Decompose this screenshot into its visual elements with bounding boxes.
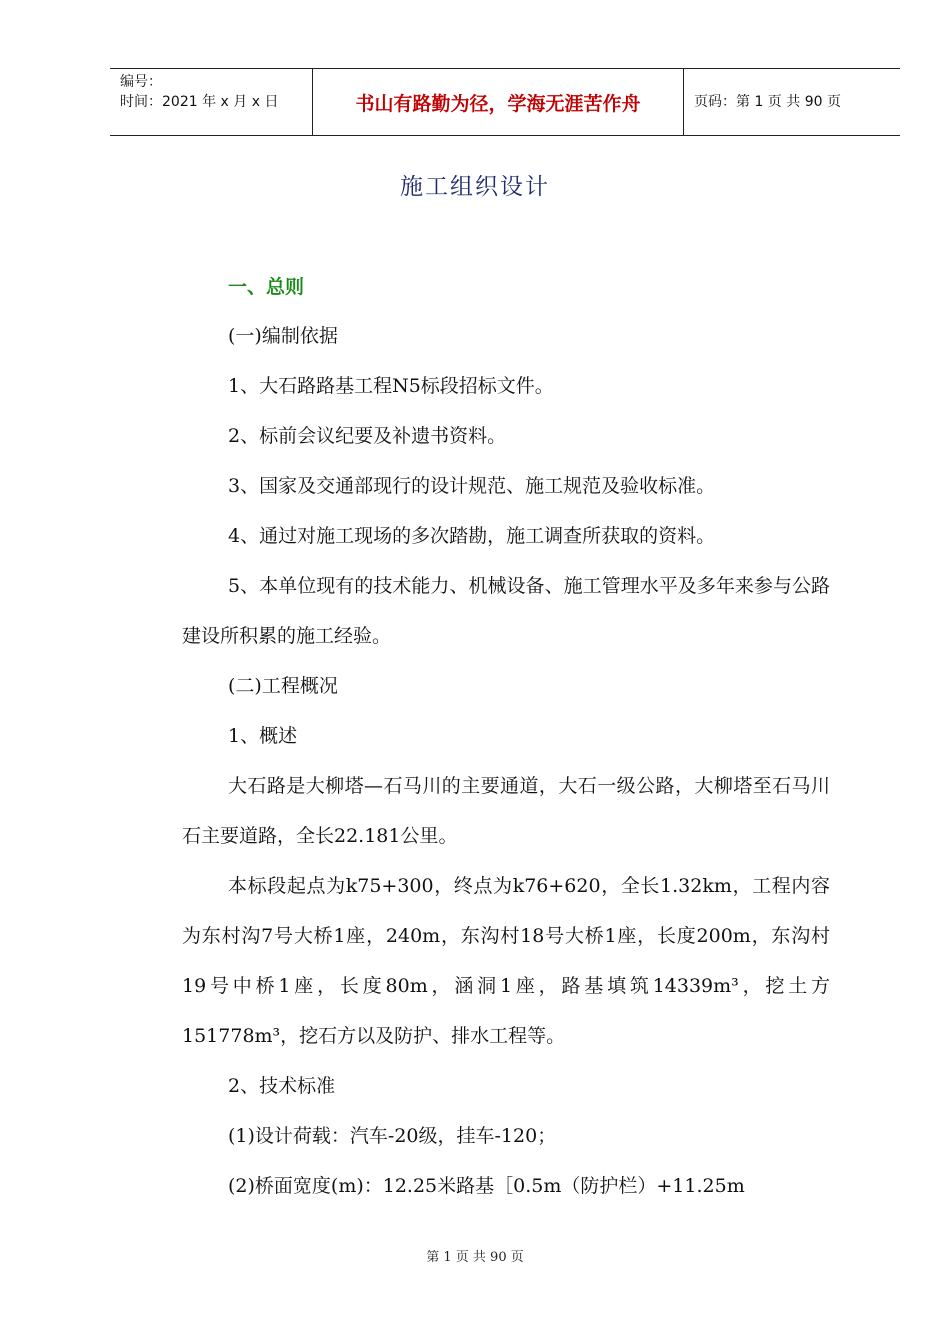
paragraph: 1、大石路路基工程N5标段招标文件。 <box>228 375 554 397</box>
document-time-label: 时间：2021 年 x 月 x 日 <box>120 94 279 110</box>
document-number-label: 编号： <box>120 74 162 90</box>
paragraph: 3、国家及交通部现行的设计规范、施工规范及验收标准。 <box>228 475 716 497</box>
paragraph: 本标段起点为k75+300，终点为k76+620，全长1.32km，工程内容为东村沟7号大桥1座，240m，东沟村18号大桥1座，长度200m，东沟村19号中桥1座，长度80m，涵洞1座，路基填筑14339m³，挖土方151778m³，挖石方以及防护、排水工程等。 <box>182 875 830 1047</box>
header-middle-cell <box>312 69 684 135</box>
paragraph: (二)工程概况 <box>228 675 338 697</box>
paragraph: 2、技术标准 <box>228 1075 336 1097</box>
paragraph: 5、本单位现有的技术能力、机械设备、施工管理水平及多年来参与公路建设所积累的施工经验。 <box>182 575 830 647</box>
section-heading: 一、总则 <box>228 276 305 298</box>
document-title: 施工组织设计 <box>400 174 550 200</box>
paragraph: 2、标前会议纪要及补遗书资料。 <box>228 425 507 447</box>
paragraph: (一)编制依据 <box>228 325 338 347</box>
header-page-info: 页码：第 1 页 共 90 页 <box>694 94 841 110</box>
paragraph: (2)桥面宽度(m)：12.25米路基［0.5m（防护栏）+11.25m <box>228 1175 745 1197</box>
header-right-cell <box>684 69 900 135</box>
paragraph: 1、概述 <box>228 725 298 747</box>
page-footer: 第 1 页 共 90 页 <box>426 1250 524 1265</box>
paragraph: 4、通过对施工现场的多次踏勘，施工调查所获取的资料。 <box>228 525 716 547</box>
paragraph: (1)设计荷载：汽车-20级，挂车-120； <box>228 1125 557 1147</box>
header-table <box>110 68 900 136</box>
header-motto: 书山有路勤为径，学海无涯苦作舟 <box>355 92 641 115</box>
document-body <box>182 311 830 1211</box>
paragraph: 大石路是大柳塔—石马川的主要通道，大石一级公路，大柳塔至石马川石主要道路，全长22.181公里。 <box>182 775 830 847</box>
header-left-cell <box>110 69 312 135</box>
